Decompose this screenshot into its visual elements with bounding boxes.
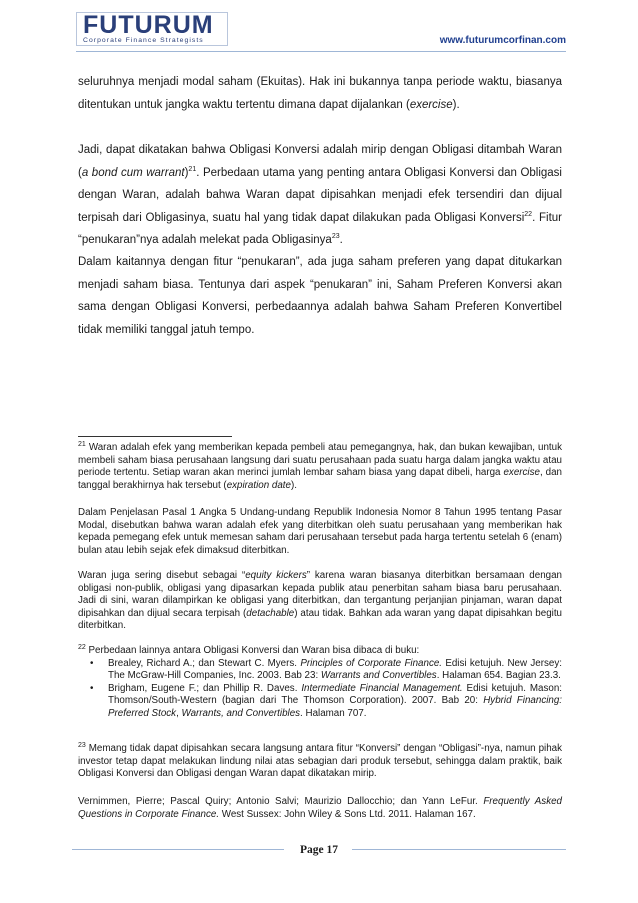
page-number: Page 17 [299,844,338,856]
futurum-logo [76,12,228,46]
footnote-21-paragraph-2: Dalam Penjelasan Pasal 1 Angka 5 Undang-undang Republik Indonesia Nomor 8 Tahun 1995 tentang Pasar Modal, disebutkan bahwa waran adalah efek yang diterbitkan oleh suatu perusahaan yang memberikan hak kepada pemegang efek untuk memesan saham dari perusahaan tersebut pada harga tertentu setelah 6 (enam) bulan atau lebih sejak efek dimaksud diterbitkan. [78,507,562,556]
bullet-icon: • [90,682,94,694]
header-divider [76,51,566,52]
website-url: www.futurumcorfinan.com [439,35,566,46]
paragraph-2: Jadi, dapat dikatakan bahwa Obligasi Konversi adalah mirip dengan Obligasi ditambah Waran (a bond cum warrant)$^{21}$. Perbedaan utama yang penting antara Obligasi Konversi dan Obligasi dengan Waran, adalah bahwa Waran dapat dipisahkan menjadi efek tersendiri dan dijual terpisah dari Obligasinya, suatu hal yang tidak dapat dilakukan pada Obligasi Konversi$^{22}$. Fitur “penukaran”nya adalah melekat pada Obligasinya$^{23}$. [78,144,562,247]
footnote-separator [78,436,232,437]
footnote-21: $^{21}$ Waran adalah efek yang memberikan kepada pembeli atau pemegangnya, hak, dan bukan kewajiban, untuk membeli saham biasa perusahaan langsung dari suatu perusahaan pada suatu harga dalam jangka waktu atau periode tertentu. Setiap waran akan merinci jumlah lembar saham biasa yang dapat dibeli, harga exercise, dan tanggal berakhirnya hak tersebut (expiration date). [78,441,562,491]
bullet-icon: • [90,657,94,669]
footnote-23: $^{23}$ Memang tidak dapat dipisahkan secara langsung antara fitur “Konversi” dengan “Obligasi”-nya, namun pihak investor tetap dapat melakukan lindung nilai atas sebagian dari produk tersebut, sehingga dalam praktik, baik Obligasi Konversi dan Obligasi dengan Waran dapat dikatakan mirip. [78,742,562,780]
footnote-23-paragraph-2: Vernimmen, Pierre; Pascal Quiry; Antonio Salvi; Maurizio Dallocchio; dan Yann LeFur. Frequently Asked Questions in Corporate Finance. West Sussex: John Wiley & Sons Ltd. 2011. Halaman 167. [78,796,563,820]
footnote-ref-23: 23 [331,233,340,241]
logo-wordmark: FUTURUM [83,11,214,39]
list-item: • Brealey, Richard A.; dan Stewart C. Myers. Principles of Corporate Finance. Edisi ketujuh. New Jersey: The McGraw-Hill Companies, Inc. 2003. Bab 23: Warrants and Convertibles. Halaman 654. Bagian 23.3. [90,657,562,682]
list-item: • Brigham, Eugene F.; dan Phillip R. Daves. Intermediate Financial Management. Edisi ketujuh. Mason: Thomson/South-Western (bagian dari The Thomson Corporation). 2007. Bab 20: Hybrid Financing: Preferred Stock, Warrants, and Convertibles. Halaman 707. [90,682,563,719]
footnote-ref-22: 22 [524,210,533,218]
footnote-22: $^{22}$ Perbedaan lainnya antara Obligasi Konversi dan Waran bisa dibaca di buku: • Brealey, Richard A.; dan Stewart C. Myers. Principles of Corporate Finance. Edisi ketujuh. New Jersey: The McGraw-Hill Companies, Inc. 2003. Bab 23: Warrants and Convertibles. Halaman 654. Bagian 23.3. • Brigham, Eugene F.; dan Phillip R. Daves. Intermediate Financial Management. Edisi ketujuh. Mason: Thomson/South-Western (bagian dari The Thomson Corporation). 2007. Bab 20: Hybrid Financing: Preferred Stock, Warrants, and Convertibles. Halaman 707. [78,644,563,719]
footnote-ref-21: 21 [188,165,197,173]
logo-tagline: Corporate Finance Strategists [83,37,204,44]
paragraph-1: seluruhnya menjadi modal saham (Ekuitas). Hak ini bukannya tanpa periode waktu, biasanya ditentukan untuk jangka waktu tertentu dimana dapat dijalankan (exercise). [78,76,562,111]
paragraph-3: Dalam kaitannya dengan fitur “penukaran”, ada juga saham preferen yang dapat ditukarkan menjadi saham biasa. Tentunya dari aspek “penukaran” ini, Saham Preferen Konversi akan sama dengan Obligasi Konversi, perbedaannya adalah bahwa Saham Preferen Konvertibel tidak memiliki tanggal jatuh tempo. [78,256,562,336]
footnote-21-paragraph-3: Waran juga sering disebut sebagai “equity kickers” karena waran biasanya diterbitkan bersamaan dengan obligasi non-publik, obligasi yang dipasarkan kepada publik atau penerbitan saham biasa baru perusahaan. Jadi di sini, waran dilampirkan ke obligasi yang diterbitkan, dan tergantung perjanjian pinjaman, waran dapat dipisahkan dan dijual secara terpisah (detachable) atau tidak. Bahkan ada waran yang dapat dipisahkan begitu diterbitkan. [78,570,562,632]
